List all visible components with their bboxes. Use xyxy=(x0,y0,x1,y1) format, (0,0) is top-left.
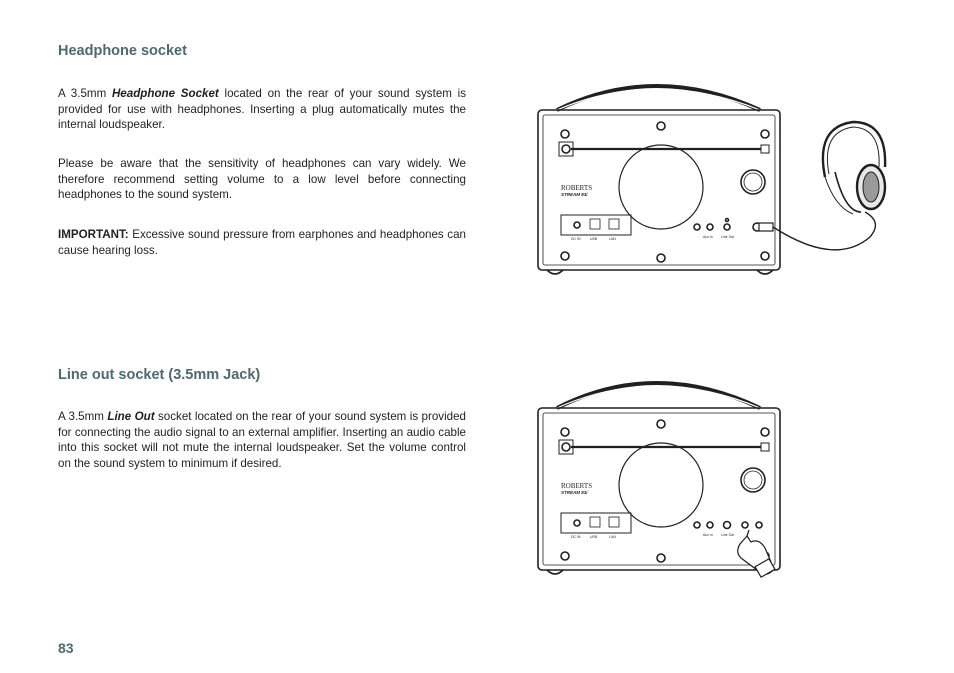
section-heading-line-out-socket: Line out socket (3.5mm Jack) xyxy=(58,367,261,383)
svg-text:LAN: LAN xyxy=(609,535,616,539)
speaker-grille xyxy=(619,443,703,527)
radio-rear-headphones-illustration xyxy=(535,72,895,282)
headphone-plug xyxy=(759,223,773,231)
radio-handle xyxy=(557,383,760,408)
radio-rear-line-out-illustration xyxy=(535,368,795,583)
connector-panel xyxy=(561,513,631,533)
svg-text:USB: USB xyxy=(590,535,598,539)
important-label: IMPORTANT: xyxy=(58,228,129,241)
svg-text:Line Out: Line Out xyxy=(721,533,735,537)
page-number: 83 xyxy=(58,640,74,656)
model-label: STREAM 83i xyxy=(561,490,588,495)
connector-panel xyxy=(561,215,631,235)
headphone-cable xyxy=(773,212,875,250)
brand-label: ROBERTS xyxy=(561,184,593,192)
term-line-out: Line Out xyxy=(107,410,155,423)
brand-label: ROBERTS xyxy=(561,482,593,490)
svg-text:LAN: LAN xyxy=(609,237,616,241)
speaker-grille xyxy=(619,145,703,229)
paragraph-line-out: A 3.5mm Line Out socket located on the rear of your sound system is provided for connecting the audio signal to an external amplifier. Inserting an audio cable into this socket will not mute the internal loudspeaker. Set the volume control on the sound system to minimum if desired. xyxy=(58,410,467,470)
paragraph-sensitivity: Please be aware that the sensitivity of headphones can vary widely. We therefore recommend setting volume to a low level before connecting headphones to the sound system. xyxy=(58,157,466,202)
antenna-mount xyxy=(559,142,573,156)
line-out-socket xyxy=(724,522,731,529)
volume-knob xyxy=(741,170,765,194)
model-label: STREAM 83i xyxy=(561,192,588,197)
svg-text:USB: USB xyxy=(590,237,598,241)
svg-text:Aux in: Aux in xyxy=(703,533,713,537)
term-headphone-socket: Headphone Socket xyxy=(111,87,219,100)
headphones-icon xyxy=(823,122,885,214)
svg-text:DC IN: DC IN xyxy=(571,535,581,539)
svg-text:Aux in: Aux in xyxy=(703,235,713,239)
svg-text:Line Out: Line Out xyxy=(721,235,735,239)
svg-text:DC IN: DC IN xyxy=(571,237,581,241)
paragraph-important: IMPORTANT: Excessive sound pressure from earphones and headphones can cause hearing loss. xyxy=(58,228,466,257)
section-heading-headphone-socket: Headphone socket xyxy=(58,43,187,59)
volume-knob xyxy=(741,468,765,492)
paragraph-headphone-intro: A 3.5mm Headphone Socket located on the rear of your sound system is provided for use with headphones. Inserting a plug automatically mutes the internal loudspeaker. xyxy=(58,87,467,132)
